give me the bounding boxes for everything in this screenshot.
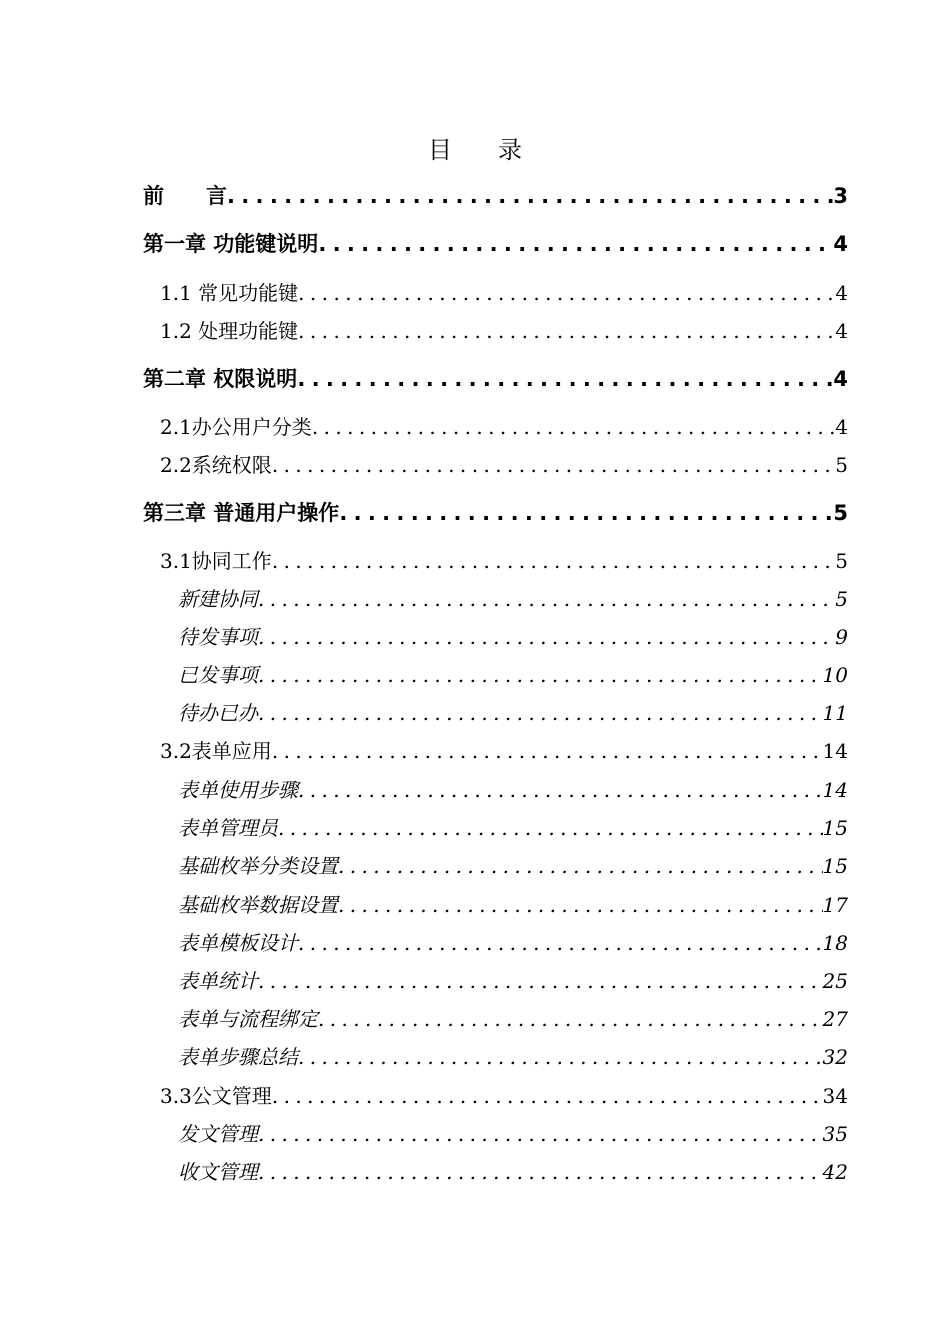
toc-page-number: 4: [835, 415, 848, 439]
toc-page-number: 3: [833, 184, 848, 208]
toc-entry[interactable]: [178, 889, 848, 918]
toc-dot-leader: [272, 739, 823, 763]
toc-page-number: 4: [835, 319, 848, 343]
toc-entry[interactable]: [160, 277, 848, 306]
toc-entry-label: 2.1办公用户分类: [160, 415, 312, 439]
toc-entry[interactable]: [160, 545, 848, 574]
toc-dot-leader: [298, 778, 823, 802]
toc-dot-leader: [258, 1122, 823, 1146]
toc-dot-leader: [258, 969, 823, 993]
toc-dot-leader: [298, 1045, 823, 1069]
toc-entry[interactable]: [178, 774, 848, 803]
toc-page-number: 15: [822, 854, 848, 878]
toc-page-number: 10: [822, 663, 848, 687]
toc-page-number: 42: [822, 1160, 848, 1184]
toc-entry-label: 表单使用步骤: [178, 778, 298, 802]
toc-entry[interactable]: [178, 965, 848, 994]
toc-entry-label: 收文管理: [178, 1160, 258, 1184]
toc-page-number: 27: [822, 1007, 848, 1031]
toc-page-number: 25: [822, 969, 848, 993]
toc-entry-label: 前 言: [143, 184, 227, 208]
toc-page-number: 32: [822, 1045, 848, 1069]
toc-dot-leader: [318, 1007, 823, 1031]
toc-entry[interactable]: [178, 583, 848, 612]
toc-dot-leader: [312, 415, 835, 439]
toc-entry[interactable]: [160, 315, 848, 344]
toc-dot-leader: [272, 453, 835, 477]
toc-entry-label: 已发事项: [178, 663, 258, 687]
toc-entry-label: 表单统计: [178, 969, 258, 993]
toc-entry[interactable]: [178, 1118, 848, 1147]
toc-entry[interactable]: [143, 180, 848, 210]
toc-dot-leader: [339, 501, 833, 525]
toc-entry-label: 表单管理员: [178, 816, 278, 840]
toc-entry[interactable]: [178, 697, 848, 726]
toc-entry[interactable]: [143, 497, 848, 527]
toc-entry-label: 发文管理: [178, 1122, 258, 1146]
toc-entry[interactable]: [178, 621, 848, 650]
toc-entry-label: 基础枚举数据设置: [178, 893, 338, 917]
toc-dot-leader: [338, 893, 823, 917]
toc-page-number: 14: [822, 778, 848, 802]
toc-entry-label: 第三章 普通用户操作: [143, 501, 340, 525]
toc-entry-label: 表单模板设计: [178, 931, 298, 955]
toc-entry-label: 第一章 功能键说明: [143, 232, 319, 256]
toc-entry[interactable]: [178, 850, 848, 879]
toc-page-number: 11: [822, 701, 848, 725]
toc-dot-leader: [258, 587, 835, 611]
toc-dot-leader: [298, 931, 823, 955]
toc-page-number: 35: [822, 1122, 848, 1146]
toc-entry[interactable]: [178, 1041, 848, 1070]
toc-entry-label: 2.2系统权限: [160, 453, 272, 477]
toc-dot-leader: [258, 663, 823, 687]
toc-dot-leader: [278, 816, 823, 840]
toc-page-number: 4: [833, 367, 848, 391]
toc-page-number: 5: [835, 549, 848, 573]
toc-page-number: 34: [822, 1084, 848, 1108]
toc-entry[interactable]: [178, 812, 848, 841]
toc-entry[interactable]: [160, 411, 848, 440]
toc-page-number: 14: [822, 739, 848, 763]
toc-entry-label: 第二章 权限说明: [143, 367, 298, 391]
toc-entry[interactable]: [160, 449, 848, 478]
toc-entry[interactable]: [160, 1080, 848, 1109]
toc-dot-leader: [258, 1160, 823, 1184]
toc-dot-leader: [272, 1084, 823, 1108]
toc-entry[interactable]: [178, 1003, 848, 1032]
toc-dot-leader: [272, 549, 835, 573]
toc-page-number: 5: [835, 453, 848, 477]
toc-entry-label: 基础枚举分类设置: [178, 854, 338, 878]
toc-page-number: 15: [822, 816, 848, 840]
toc-page-number: 5: [835, 587, 848, 611]
toc-entry-label: 3.3公文管理: [160, 1084, 272, 1108]
toc-entry[interactable]: [143, 228, 848, 258]
toc-entry[interactable]: [143, 363, 848, 393]
toc-page-number: 18: [822, 931, 848, 955]
toc-entry-label: 新建协同: [178, 587, 258, 611]
toc-dot-leader: [258, 625, 835, 649]
toc-entry-label: 表单与流程绑定: [178, 1007, 318, 1031]
toc-dot-leader: [298, 319, 835, 343]
toc-page-number: 4: [833, 232, 848, 256]
toc-entry-label: 3.1协同工作: [160, 549, 272, 573]
toc-page-number: 5: [833, 501, 848, 525]
toc-entry[interactable]: [178, 927, 848, 956]
toc-title: 目录: [428, 136, 568, 164]
toc-entry-label: 1.2 处理功能键: [160, 319, 299, 343]
toc-entry-label: 待办已办: [178, 701, 258, 725]
toc-dot-leader: [318, 232, 833, 256]
toc-entry-label: 3.2表单应用: [160, 739, 272, 763]
toc-page-number: 17: [822, 893, 848, 917]
toc-dot-leader: [227, 184, 833, 208]
toc-page-number: 4: [835, 281, 848, 305]
toc-dot-leader: [298, 281, 835, 305]
toc-entry-label: 1.1 常见功能键: [160, 281, 299, 305]
toc-entry[interactable]: [178, 659, 848, 688]
toc-entry[interactable]: [178, 1156, 848, 1185]
toc-entry-label: 待发事项: [178, 625, 258, 649]
toc-dot-leader: [258, 701, 823, 725]
toc-page-number: 9: [835, 625, 848, 649]
toc-entry-label: 表单步骤总结: [178, 1045, 298, 1069]
toc-dot-leader: [297, 367, 833, 391]
toc-dot-leader: [338, 854, 823, 878]
toc-entry[interactable]: [160, 735, 848, 764]
